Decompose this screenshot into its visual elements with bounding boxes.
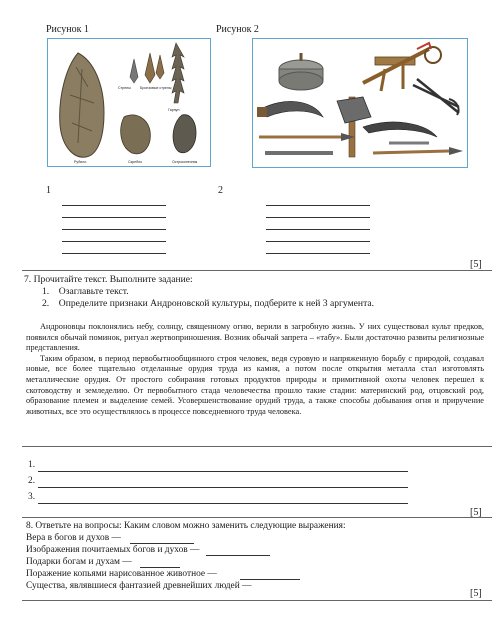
task-8-line-3: Подарки богам и духам — [26, 557, 132, 567]
stone-tools-illustration [48, 39, 210, 166]
caption-point: Остроконечник [172, 160, 198, 164]
harpoon-image [172, 43, 184, 103]
answer-line[interactable] [266, 205, 370, 206]
answer-line[interactable] [266, 241, 370, 242]
section-divider [22, 517, 492, 518]
answer-line[interactable] [62, 253, 166, 254]
task-7-text [26, 322, 484, 417]
point-image [173, 115, 196, 153]
figure-2-title: Рисунок 2 [216, 24, 259, 35]
answer-number-3: 3. [28, 492, 36, 502]
task-8-line-2: Изображения почитаемых богов и духов — [26, 545, 200, 555]
score-task-7: [5] [470, 507, 482, 518]
answer-line[interactable] [266, 217, 370, 218]
figure-1-stone-tools [47, 38, 211, 167]
answer-line-3[interactable] [38, 503, 408, 504]
wooden-plough-image [363, 43, 441, 91]
task-8-heading: 8. Ответьте на вопросы: Каким словом можно заменить следующие выражения: [26, 521, 346, 531]
caption-bronze-arrows: Бронзовые стрелы [140, 86, 172, 90]
task-7-item-1: 1. Озаглавьте текст. [42, 286, 129, 297]
answer-line[interactable] [266, 229, 370, 230]
sickle-image [261, 101, 323, 117]
task-8-answer-line-3[interactable] [140, 567, 180, 568]
answer-line[interactable] [266, 253, 370, 254]
text-paragraph-1: Андроновцы поклонялись небу, солнцу, священному огню, верили в загробную жизнь. У них существовал культ предков, появился обычай поминок, ритуал жертвоприношения. Возник обычай запрета – «табу». Были достаточно развиты религиозные представления. [26, 322, 484, 353]
caption-scraper: Скребло [128, 160, 143, 164]
caption-harpoon: Гарпун [168, 108, 180, 112]
hand-axe-image [60, 53, 104, 157]
scraper-image [121, 115, 151, 154]
caption-arrows: Стрелы [118, 86, 131, 90]
section-divider [22, 270, 492, 271]
task-8-line-5: Существа, являвшиеся фантазией древнейших людей — [26, 581, 252, 591]
figure-2-number: 2 [218, 185, 223, 196]
task-8-answer-line-4[interactable] [240, 579, 300, 580]
answer-line[interactable] [62, 229, 166, 230]
answer-line[interactable] [62, 241, 166, 242]
figure-1-number: 1 [46, 185, 51, 196]
task-8-answer-line-2[interactable] [206, 555, 270, 556]
task-8-line-1: Вера в богов и духов — [26, 533, 121, 543]
arrowhead-image [145, 53, 155, 83]
answer-number-2: 2. [28, 476, 36, 486]
caption-hand-axe: Рубило [74, 160, 87, 164]
answer-line[interactable] [62, 217, 166, 218]
section-divider [22, 446, 492, 447]
task-8-answer-line-1[interactable] [130, 543, 194, 544]
task-8-line-4: Поражение копьями нарисованное животное — [26, 569, 217, 579]
scythe-image [363, 122, 437, 137]
tongs-image [413, 79, 459, 113]
answer-line-1[interactable] [38, 471, 408, 472]
section-divider [22, 600, 492, 601]
task-7-item-2: 2. Определите признаки Андроновской культуры, подберите к ней 3 аргумента. [42, 298, 375, 309]
figure-1-title: Рисунок 1 [46, 24, 89, 35]
arrowhead-image [130, 59, 138, 83]
answer-line[interactable] [62, 205, 166, 206]
task-7-heading: 7. Прочитайте текст. Выполните задание: [24, 274, 193, 285]
score-task-8: [5] [470, 588, 482, 599]
answer-number-1: 1. [28, 460, 36, 470]
answer-line-2[interactable] [38, 487, 408, 488]
figure-2-metal-tools [252, 38, 468, 168]
arrowhead-image [156, 55, 164, 79]
score-task-6: [5] [470, 259, 482, 270]
metal-tools-illustration [253, 39, 467, 167]
text-paragraph-2: Таким образом, в период первобытнообщинного строя человек, ведя суровую и напряженную борьбу с природой, создавал новые, все более тщательно отделанные орудия труда из камня, а потом после открытия металла стал изготовлять металлические орудия. От простого собирания готовых продуктов природы и примитивной охоты человек перешел к скотоводству и земледелию. От первобытного стада человечества прошло такие стадии: материнский род, отцовский род, образование племен и выделение семей. Усовершенствование орудий труда, а также способы добывания огня и приручение животных, все это осуществлялось в процессе повседневного труда человека. [26, 353, 484, 416]
